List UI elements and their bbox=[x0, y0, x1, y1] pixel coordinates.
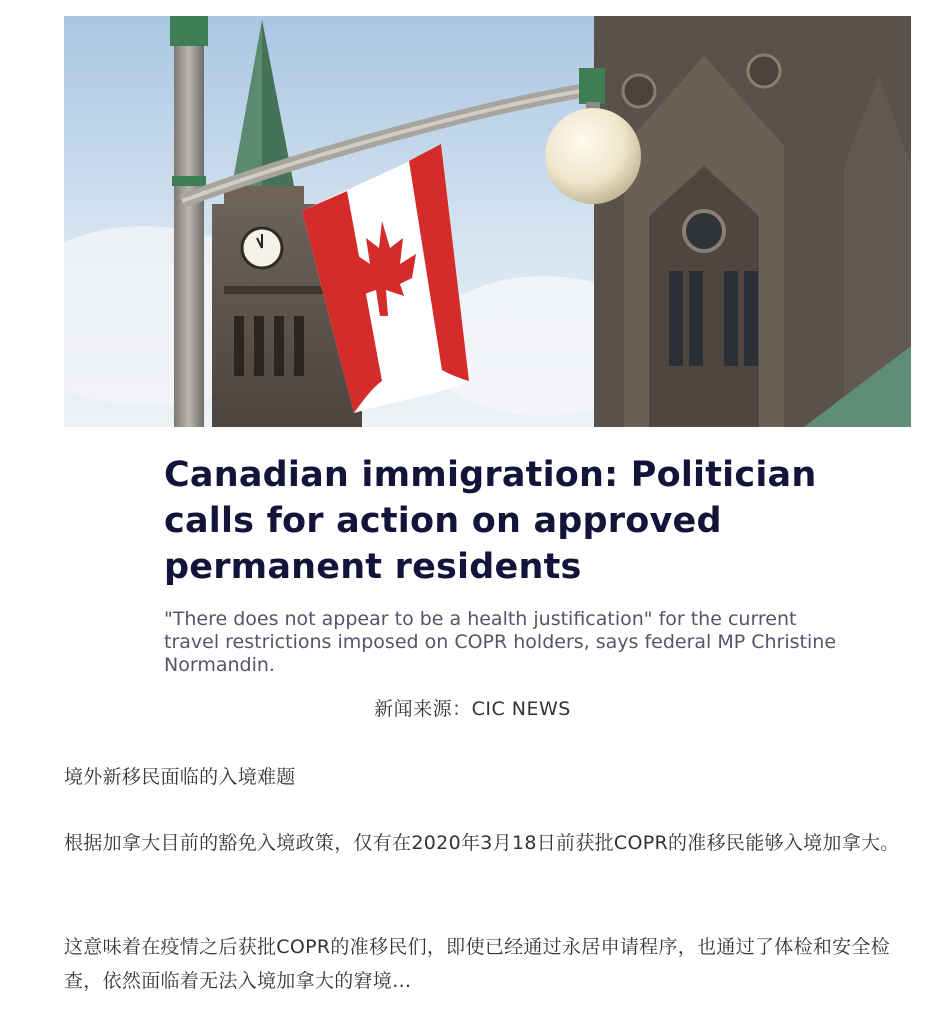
news-source: 新闻来源：CIC NEWS bbox=[374, 698, 571, 720]
hero-image bbox=[64, 16, 911, 427]
body-paragraph: 根据加拿大目前的豁免入境政策，仅有在2020年3月18日前获批COPR的准移民能够入境加拿大。 bbox=[64, 832, 900, 854]
section-heading: 境外新移民面临的入境难题 bbox=[64, 766, 296, 788]
article-headline: Canadian immigration: Politician calls for action on approved permanent residents bbox=[164, 455, 817, 587]
article-card bbox=[164, 452, 844, 677]
body-paragraph: 这意味着在疫情之后获批COPR的准移民们，即使已经通过永居申请程序，也通过了体检和安全检查，依然面临着无法入境加拿大的窘境… bbox=[64, 936, 891, 992]
article-subtitle: "There does not appear to be a health justification" for the current travel restrictions imposed on COPR holders, says federal MP Christine Normandin. bbox=[164, 608, 837, 676]
